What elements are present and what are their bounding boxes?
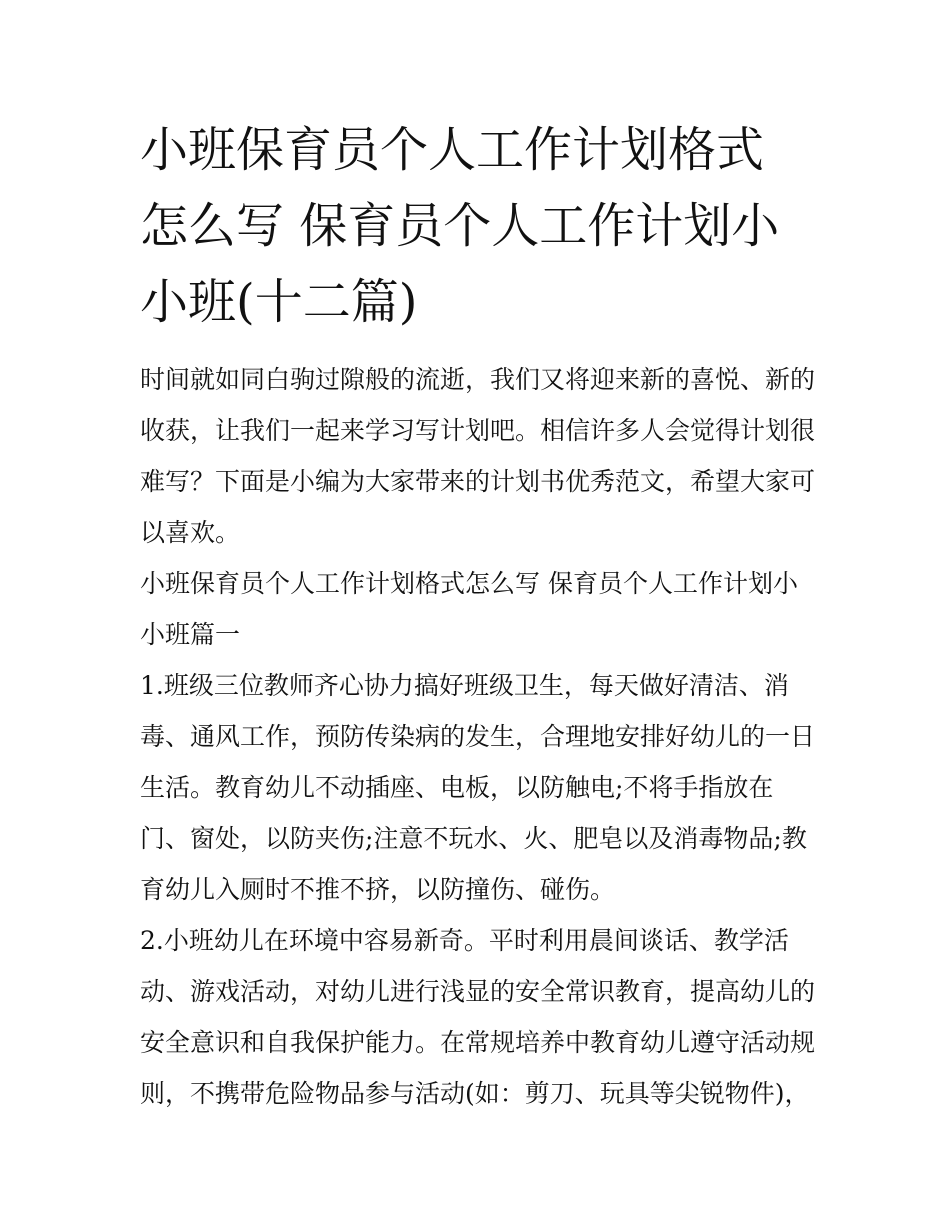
- intro-line: 收获，让我们一起来学习写计划吧。相信许多人会觉得计划很: [140, 416, 816, 445]
- title-line: 怎么写 保育员个人工作计划小: [140, 198, 780, 254]
- item-2-line: 安全意识和自我保护能力。在常规培养中教育幼儿遵守活动规: [140, 1028, 816, 1057]
- title-line: 小班保育员个人工作计划格式: [140, 122, 765, 178]
- item-1-line: 育幼儿入厕时不推不挤，以防撞伤、碰伤。: [140, 875, 616, 904]
- intro-line: 难写？下面是小编为大家带来的计划书优秀范文，希望大家可: [140, 467, 816, 496]
- document-title: [140, 112, 820, 340]
- section-heading-line: 小班保育员个人工作计划格式怎么写 保育员个人工作计划小: [140, 569, 798, 598]
- item-2-line: 2.小班幼儿在环境中容易新奇。平时利用晨间谈话、教学活: [140, 926, 789, 955]
- intro-line: 时间就如同白驹过隙般的流逝，我们又将迎来新的喜悦、新的: [140, 365, 816, 394]
- item-1-line: 毒、通风工作，预防传染病的发生，合理地安排好幼儿的一日: [140, 722, 816, 751]
- item-2-line: 动、游戏活动，对幼儿进行浅显的安全常识教育，提高幼儿的: [140, 977, 816, 1006]
- item-1-line: 生活。教育幼儿不动插座、电板，以防触电;不将手指放在: [140, 773, 774, 802]
- item-1-line: 1.班级三位教师齐心协力搞好班级卫生，每天做好清洁、消: [140, 671, 789, 700]
- intro-line: 以喜欢。: [140, 518, 241, 547]
- section-heading-line: 小班篇一: [140, 620, 241, 649]
- document-body: [140, 354, 820, 1119]
- item-2-line: 则，不携带危险物品参与活动(如：剪刀、玩具等尖锐物件)，: [140, 1079, 810, 1108]
- title-line: 小班(十二篇): [140, 274, 418, 330]
- item-1-line: 门、窗处，以防夹伤;注意不玩水、火、肥皂以及消毒物品;教: [140, 824, 807, 853]
